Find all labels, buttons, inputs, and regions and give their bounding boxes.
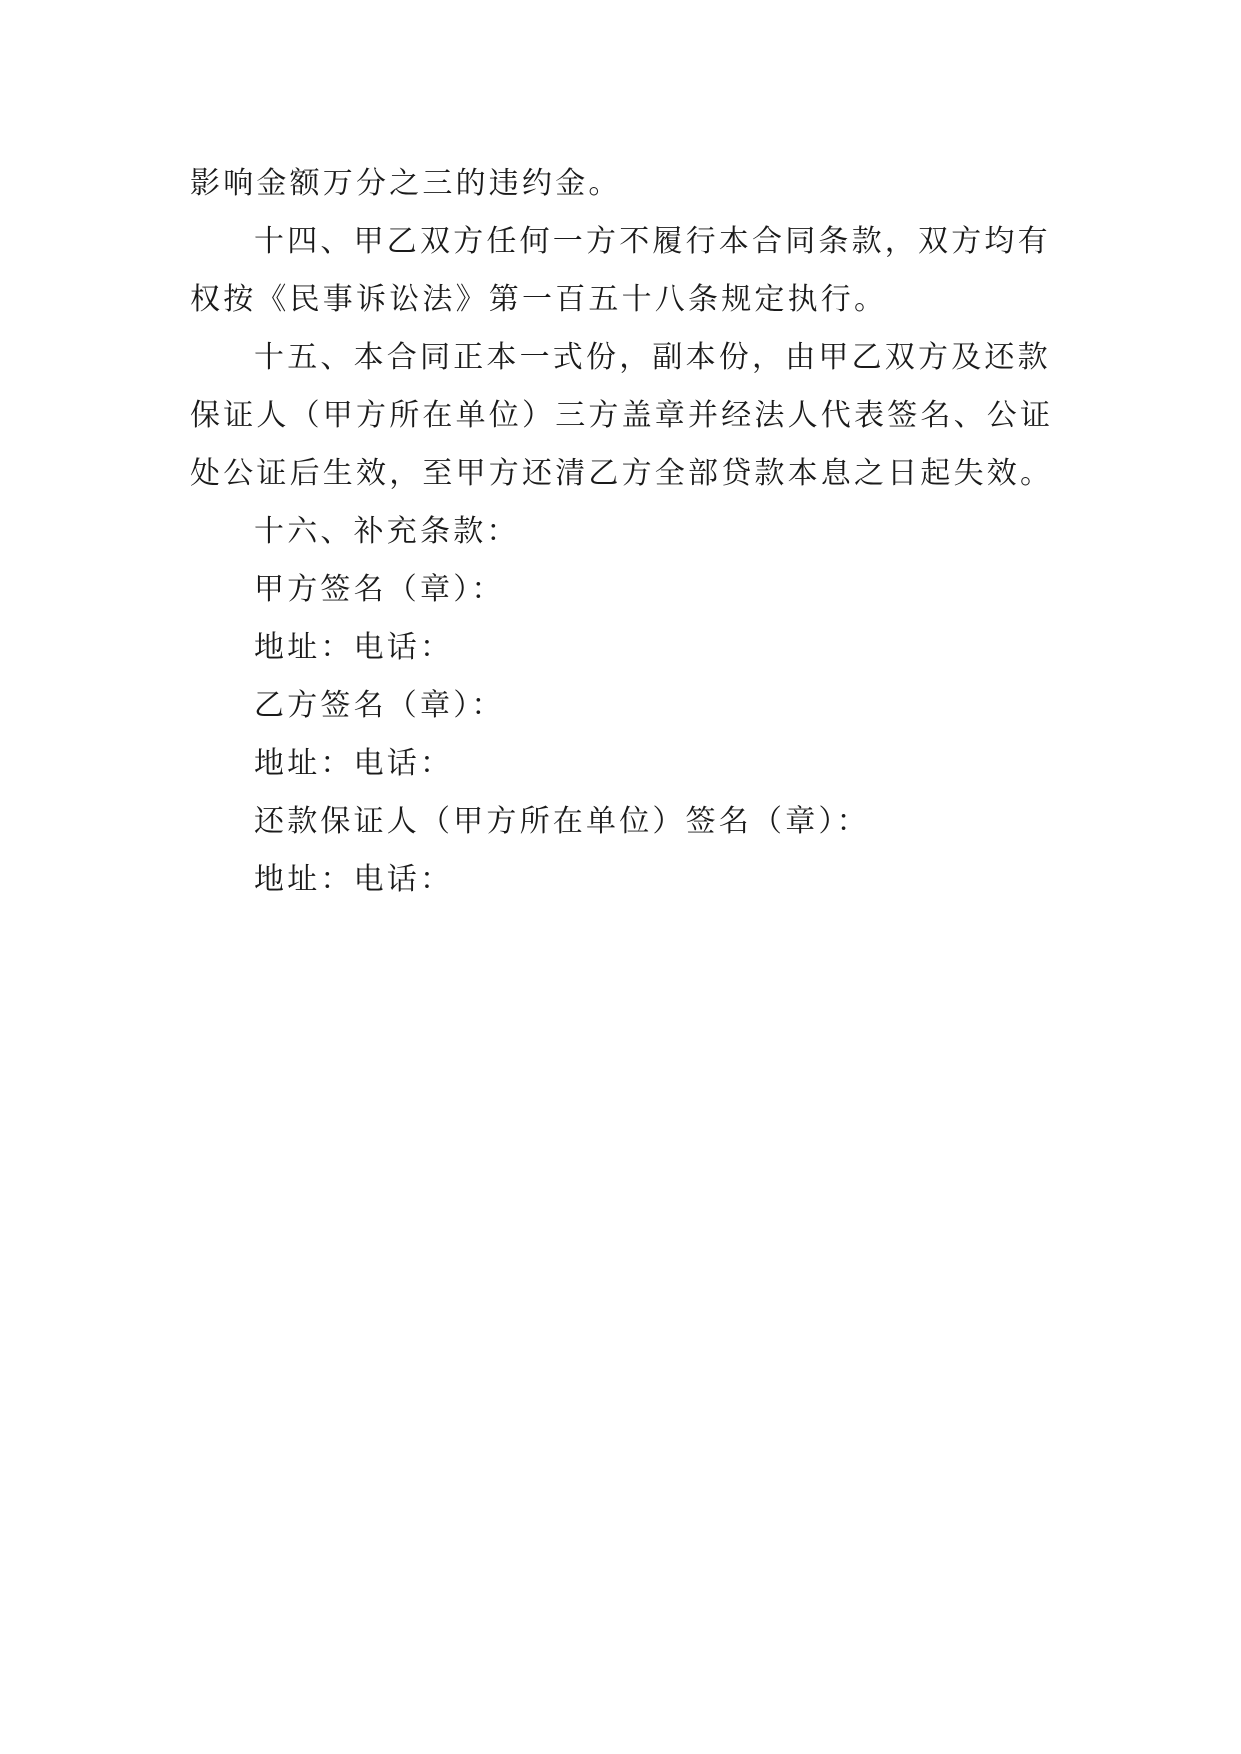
clause-13-continuation: 影响金额万分之三的违约金。 xyxy=(190,166,622,201)
party-a-signature: 甲方签名（章）： xyxy=(254,572,505,607)
clause-16-supplementary: 十六、补充条款： xyxy=(254,514,520,549)
party-a-address-phone: 地址：电话： xyxy=(254,630,454,665)
clause-14-line-1: 十四、甲乙双方任何一方不履行本合同条款，双方均有 xyxy=(254,224,1051,259)
guarantor-address-phone: 地址：电话： xyxy=(254,862,454,897)
party-b-address-phone: 地址：电话： xyxy=(254,746,454,781)
guarantor-signature: 还款保证人（甲方所在单位）签名（章）： xyxy=(254,804,870,839)
clause-15-line-1: 十五、本合同正本一式份，副本份，由甲乙双方及还款 xyxy=(254,340,1051,375)
party-b-signature: 乙方签名（章）： xyxy=(254,688,505,723)
clause-15-line-2: 保证人（甲方所在单位）三方盖章并经法人代表签名、公证 xyxy=(190,398,1054,433)
clause-14-line-2: 权按《民事诉讼法》第一百五十八条规定执行。 xyxy=(190,282,888,317)
clause-15-line-3: 处公证后生效，至甲方还清乙方全部贷款本息之日起失效。 xyxy=(190,456,1054,491)
document-page xyxy=(190,155,1052,909)
